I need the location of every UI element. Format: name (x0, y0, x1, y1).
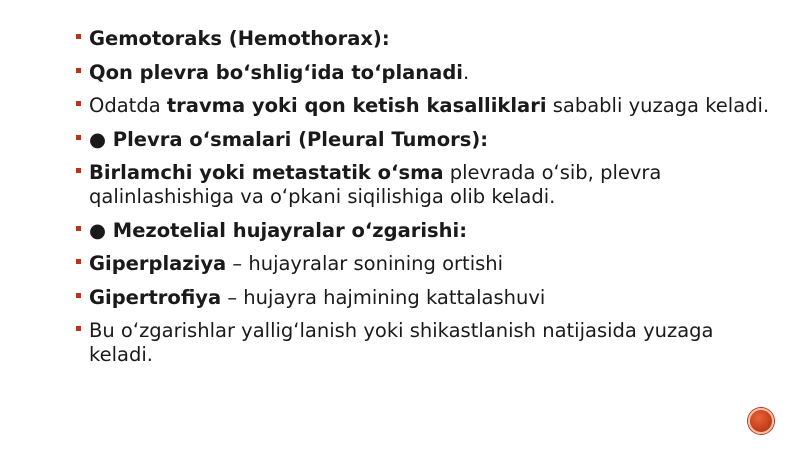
bullet-text: . (146, 343, 153, 366)
bullet-text-bold: Birlamchi yoki metastatik o‘sma (89, 161, 444, 184)
bullet-text: – hujayra hajmining kattalashuvi (221, 285, 546, 309)
bullet-text-bold: Gemotoraks (Hemothorax): (89, 27, 390, 50)
bullet-text: . (462, 60, 470, 84)
square-bullet-icon (76, 259, 81, 264)
square-bullet-icon (76, 226, 81, 231)
bullet-text: – hujayralar sonining ortishi (226, 252, 504, 275)
square-bullet-icon (76, 34, 81, 39)
bullet-text: plevrada o‘sib, plevra qalinlashishiga va o‘pkani siqilishiga olib keladi. (89, 161, 662, 208)
bullet-item (76, 27, 776, 51)
bullet-text: sababli yuzaga keladi. (546, 94, 770, 117)
bullet-item (76, 252, 776, 276)
bullet-item (76, 219, 776, 243)
bullet-item (76, 94, 776, 118)
bullet-list (76, 27, 776, 377)
bullet-item (76, 61, 776, 85)
bullet-text-bold: travma yoki qon ketish kasalliklari (166, 94, 547, 117)
bullet-text-bold: ● Mezotelial hujayralar o‘zgarishi: (89, 218, 468, 242)
circle-nav-button-icon[interactable] (748, 408, 774, 434)
bullet-text-bold: Qon plevra bo‘shlig‘ida to‘planadi (89, 60, 463, 84)
bullet-text: Bu o‘zgarishlar yallig‘lanish yoki shikastlanish natijasida yuzaga keladi (89, 319, 714, 366)
square-bullet-icon (76, 293, 81, 298)
square-bullet-icon (76, 68, 81, 73)
bullet-item (76, 161, 776, 209)
bullet-item (76, 286, 776, 310)
bullet-text: Odatda (89, 94, 167, 117)
bullet-text-bold: Giperplaziya (89, 252, 227, 275)
bullet-item (76, 319, 776, 367)
bullet-text-bold: Gipertrofiya (89, 285, 222, 309)
square-bullet-icon (76, 168, 81, 173)
bullet-text-bold: ● Plevra o‘smalari (Pleural Tumors): (89, 127, 489, 151)
square-bullet-icon (76, 101, 81, 106)
square-bullet-icon (76, 326, 81, 331)
bullet-item (76, 128, 776, 152)
square-bullet-icon (76, 135, 81, 140)
